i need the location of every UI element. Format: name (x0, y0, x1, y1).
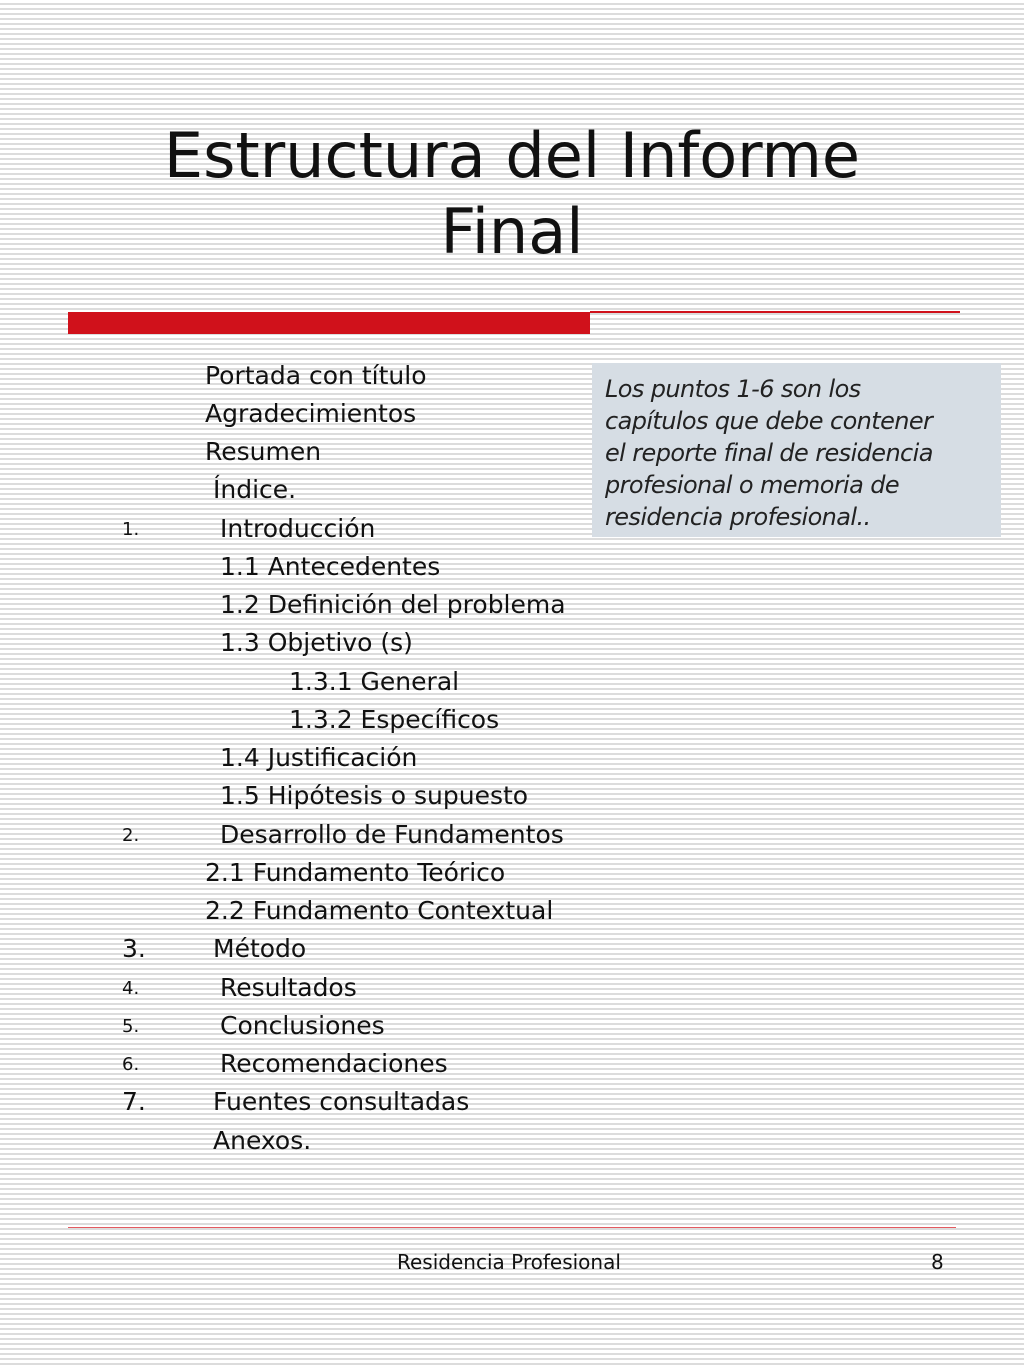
footer-text: Residencia Profesional (397, 1250, 621, 1274)
toc-item: Resumen (205, 437, 322, 466)
toc-item: 1.2 Definición del problema (220, 590, 566, 619)
toc-item: Método (213, 934, 307, 963)
toc-number: 6. (122, 1054, 140, 1075)
toc-item: 2.2 Fundamento Contextual (205, 896, 554, 925)
note-line: el reporte final de residencia (605, 439, 933, 467)
toc-item: 1.3.2 Específicos (289, 705, 500, 734)
toc-number: 5. (122, 1016, 140, 1037)
toc-number: 7. (122, 1087, 146, 1116)
toc-item: Anexos. (213, 1126, 312, 1155)
toc-item: Introducción (220, 514, 376, 543)
toc-item: 1.1 Antecedentes (220, 552, 441, 581)
note-line: Los puntos 1-6 son los (605, 375, 861, 403)
slide-title-line-2: Final (440, 195, 584, 268)
toc-item: Agradecimientos (205, 399, 417, 428)
toc-item: Portada con título (205, 361, 427, 390)
title-underline-thick (68, 312, 590, 334)
toc-number: 1. (122, 519, 140, 540)
toc-item: 1.3.1 General (289, 667, 460, 696)
note-line: capítulos que debe contener (605, 407, 933, 435)
toc-item: Desarrollo de Fundamentos (220, 820, 564, 849)
note-box (592, 363, 1001, 537)
toc-number: 4. (122, 978, 140, 999)
toc-item: Resultados (220, 973, 357, 1002)
toc-item: 1.4 Justificación (220, 743, 418, 772)
toc-item: 2.1 Fundamento Teórico (205, 858, 506, 887)
title-underline-thin (590, 311, 960, 313)
slide-title-line-1: Estructura del Informe (163, 119, 861, 192)
toc-item: Conclusiones (220, 1011, 385, 1040)
toc-item: 1.5 Hipótesis o supuesto (220, 781, 529, 810)
footer-divider (68, 1227, 956, 1228)
toc-item: Índice. (213, 475, 297, 504)
page-number: 8 (931, 1250, 944, 1274)
toc-item: Recomendaciones (220, 1049, 448, 1078)
toc-item: 1.3 Objetivo (s) (220, 628, 413, 657)
toc-item: Fuentes consultadas (213, 1087, 470, 1116)
note-line: profesional o memoria de (605, 471, 900, 499)
toc-number: 2. (122, 825, 140, 846)
slide-title (0, 118, 1024, 270)
toc-number: 3. (122, 934, 146, 963)
note-line: residencia profesional.. (605, 503, 871, 531)
